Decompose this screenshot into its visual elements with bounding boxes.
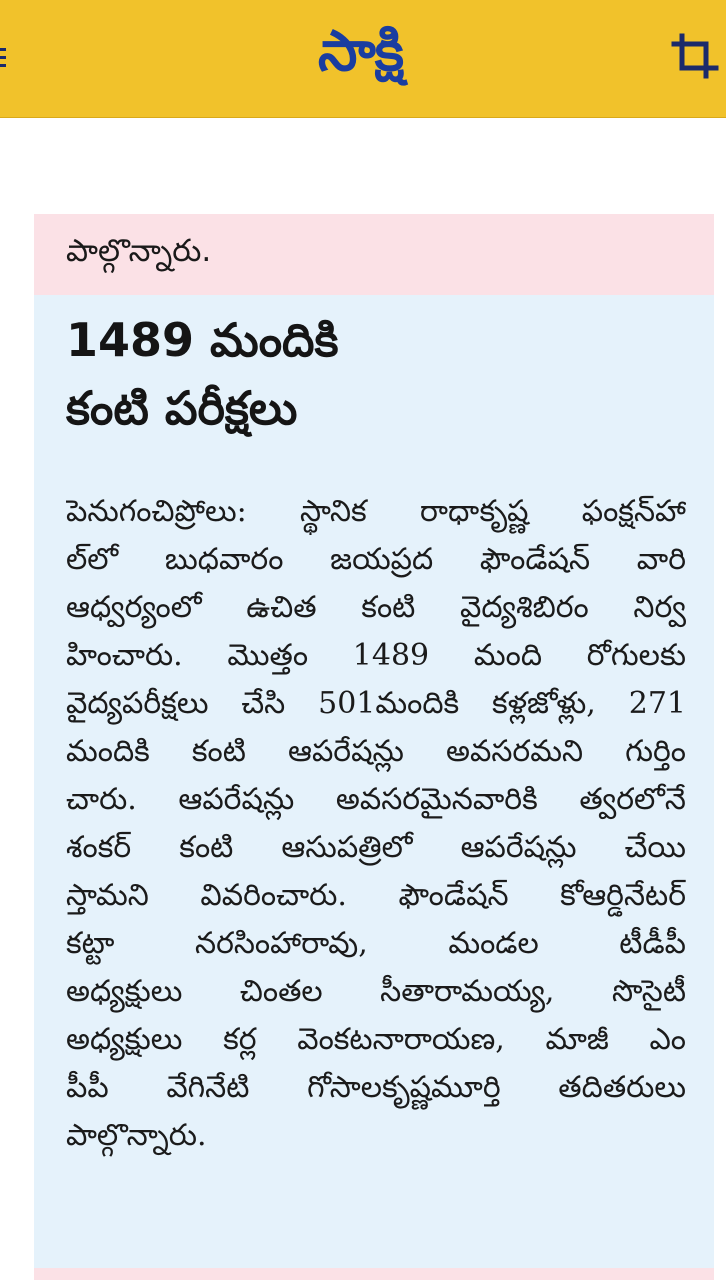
- body-line: కట్టా నరసింహారావు, మండల టీడీపీ: [66, 926, 686, 961]
- body-line: మందికి కంటి ఆపరేషన్లు అవసరమని గుర్తిం: [66, 734, 686, 769]
- hamburger-menu-icon[interactable]: [0, 48, 6, 68]
- body-line: అధ్యక్షులు కర్ల వెంకటనారాయణ, మాజీ ఎం: [66, 1022, 686, 1057]
- previous-article-tail-text: పాల్గొన్నారు.: [66, 233, 212, 269]
- body-line: పీపీ వేగినేటి గోసాలకృష్ణమూర్తి తదితరులు: [66, 1070, 686, 1105]
- app-header: [0, 0, 726, 118]
- body-line: ఆధ్వర్యంలో ఉచిత కంటి వైద్యశిబిరం నిర్వ: [66, 590, 686, 625]
- sakshi-logo[interactable]: సాక్షి: [318, 18, 403, 84]
- body-line: స్తామని వివరించారు. ఫౌండేషన్ కోఆర్డినేటర్: [66, 878, 686, 913]
- body-line: పెనుగంచిప్రోలు: స్థానిక రాధాకృష్ణ ఫంక్షన్‌హా: [66, 494, 686, 529]
- body-line: శంకర్ కంటి ఆసుపత్రిలో ఆపరేషన్లు చేయి: [66, 830, 686, 865]
- body-line: హించారు. మొత్తం 1489 మంది రోగులకు: [66, 638, 686, 673]
- article-headline: [66, 306, 686, 442]
- body-line: ల్‌లో బుధవారం జయప్రద ఫౌండేషన్ వారి: [66, 542, 686, 577]
- next-article-strip: [34, 1268, 714, 1280]
- headline-line: 1489 మందికి: [66, 313, 339, 367]
- body-line: అధ్యక్షులు చింతల సీతారామయ్య, సొసైటీ: [66, 974, 686, 1009]
- body-line: చారు. ఆపరేషన్లు అవసరమైనవారికి త్వరలోనే: [66, 782, 686, 817]
- headline-line: కంటి పరీక్షలు: [66, 381, 298, 435]
- article-body: [66, 488, 686, 1160]
- body-line: వైద్యపరీక్షలు చేసి 501మందికి కళ్లజోళ్లు, 271: [66, 686, 686, 721]
- body-line: పాల్గొన్నారు.: [66, 1118, 207, 1153]
- crop-icon[interactable]: [670, 32, 720, 82]
